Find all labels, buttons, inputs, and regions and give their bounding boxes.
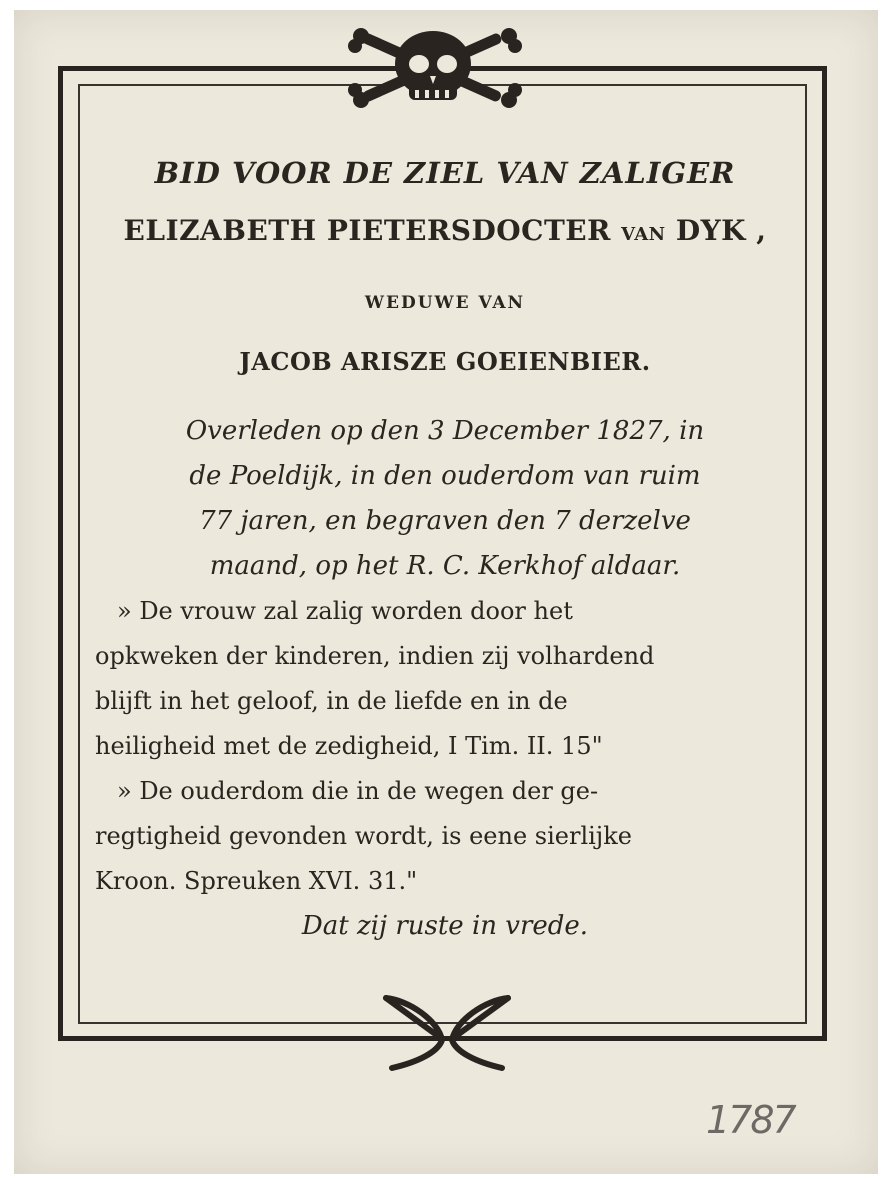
name-prefix: VAN [621,224,666,245]
death-line: de Poeldijk, in den ouderdom van ruim [189,461,701,491]
closing-blessing: Dat zij ruste in vrede. [301,911,589,941]
name-suffix: DYK , [675,214,767,247]
skull-and-crossbones-icon [345,24,525,116]
prayer-heading: BID VOOR DE ZIEL VAN ZALIGER [154,156,736,190]
quote-line: heiligheid met de zedigheid, I Tim. II. 15" [95,732,603,760]
card-text [95,145,795,949]
quote-line: Kroon. Spreuken XVI. 31." [95,867,418,895]
quote-line: » De vrouw zal zalig worden door het [117,597,573,625]
deceased-given-name: ELIZABETH PIETERSDOCTER [123,214,611,247]
crossed-bones-ornament-icon [378,990,516,1076]
death-line: maand, op het R. C. Kerkhof aldaar. [209,551,681,581]
quote-line: opkweken der kinderen, indien zij volhardend [95,642,655,670]
quote-line: blijft in het geloof, in de liefde en in de [95,687,568,715]
death-line: Overleden op den 3 December 1827, in [185,416,705,446]
quote-line: » De ouderdom die in de wegen der ge- [117,777,599,805]
deceased-name [95,201,795,281]
handwritten-number: 1787 [706,1098,795,1142]
husband-name: JACOB ARISZE GOEIENBIER. [239,347,651,376]
widow-of-label: WEDUWE VAN [364,293,526,313]
quote-line: regtigheid gevonden wordt, is eene sierlijke [95,822,632,850]
death-line: 77 jaren, en begraven den 7 derzelve [199,506,691,536]
